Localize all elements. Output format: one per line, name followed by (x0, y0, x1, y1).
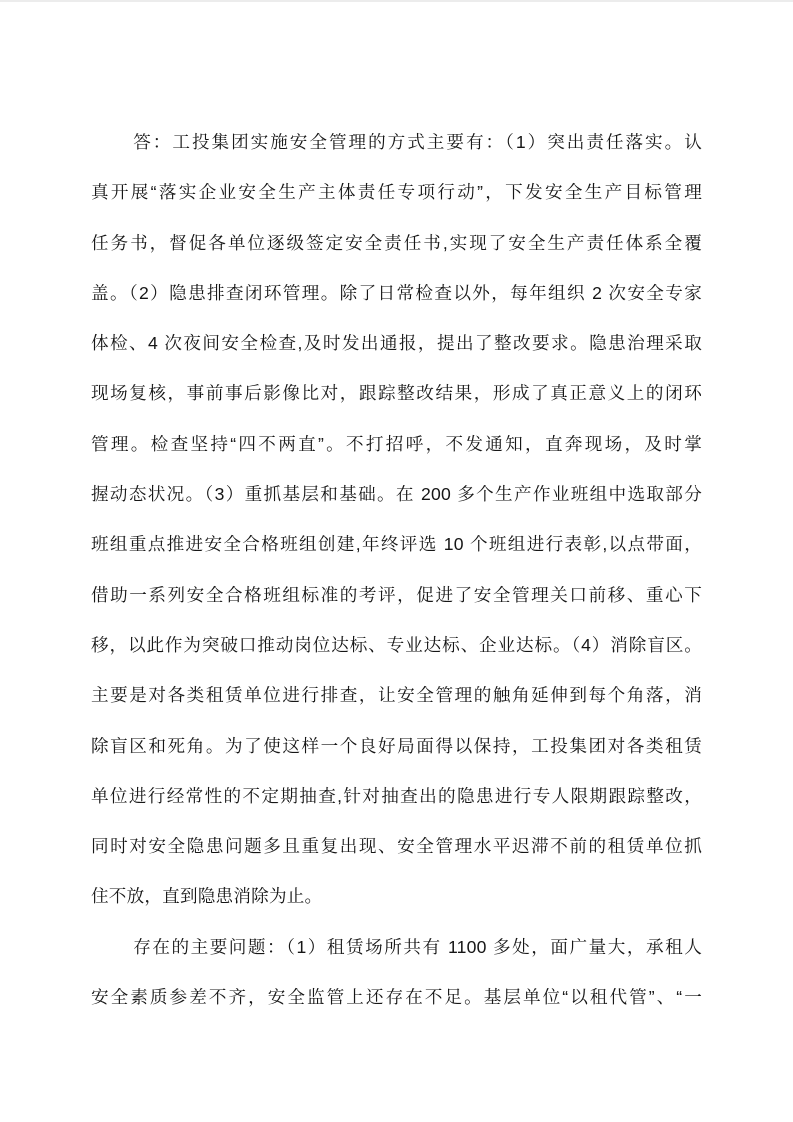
document-body (91, 117, 702, 1022)
text-line: 单位进行经常性的不定期抽查,针对抽查出的隐患进行专人限期跟踪整改， (91, 785, 702, 806)
text-line: 答：工投集团实施安全管理的方式主要有：（1）突出责任落实。认 (133, 132, 702, 152)
text-line: 安全素质参差不齐，安全监管上还存在不足。基层单位“以租代管”、“一 (91, 987, 702, 1008)
text-line: 移，以此作为突破口推动岗位达标、专业达标、企业达标。（4）消除盲区。 (91, 634, 702, 655)
text-line: 盖。（2）隐患排查闭环管理。除了日常检查以外，每年组织 2 次安全专家 (91, 282, 702, 303)
text-line: 现场复核，事前事后影像比对，跟踪整改结果，形成了真正意义上的闭环 (91, 383, 702, 404)
text-line: 任务书，督促各单位逐级签定安全责任书,实现了安全生产责任体系全覆 (91, 232, 702, 253)
text-line: 除盲区和死角。为了使这样一个良好局面得以保持，工投集团对各类租赁 (91, 735, 702, 756)
text-line: 借助一系列安全合格班组标准的考评，促进了安全管理关口前移、重心下 (91, 584, 702, 605)
text-line: 住不放，直到隐患消除为止。 (91, 886, 323, 907)
text-line: 体检、4 次夜间安全检查,及时发出通报，提出了整改要求。隐患治理采取 (91, 333, 702, 354)
text-line: 真开展“落实企业安全生产主体责任专项行动”，下发安全生产目标管理 (91, 182, 702, 203)
text-line: 主要是对各类租赁单位进行排查，让安全管理的触角延伸到每个角落，消 (91, 685, 702, 706)
text-line: 握动态状况。（3）重抓基层和基础。在 200 多个生产作业班组中选取部分 (91, 484, 702, 505)
text-line: 同时对安全隐患问题多且重复出现、安全管理水平迟滞不前的租赁单位抓 (91, 836, 702, 857)
text-line: 管理。检查坚持“四不两直”。不打招呼，不发通知，直奔现场，及时掌 (91, 433, 702, 454)
text-line: 班组重点推进安全合格班组创建,年终评选 10 个班组进行表彰,以点带面， (91, 534, 702, 555)
text-line: 存在的主要问题：（1）租赁场所共有 1100 多处，面广量大，承租人 (133, 936, 702, 957)
